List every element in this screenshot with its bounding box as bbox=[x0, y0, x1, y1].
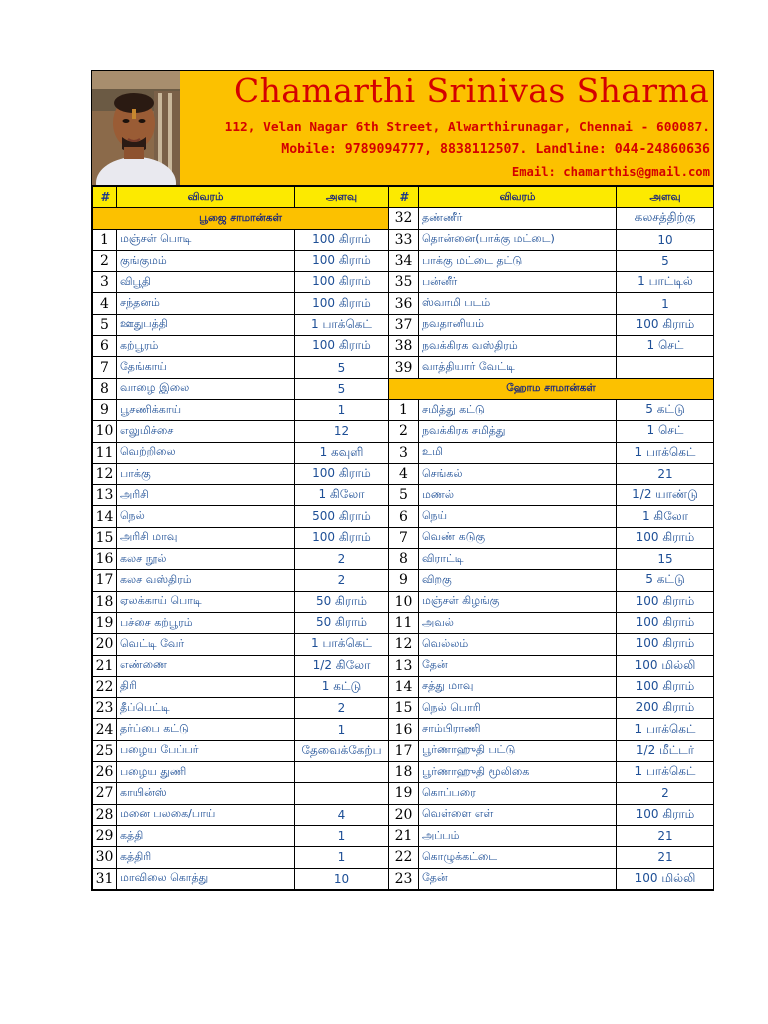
item-number: 22 bbox=[93, 676, 117, 697]
item-quantity: 5 bbox=[617, 250, 714, 271]
item-name: விறகு bbox=[419, 570, 617, 591]
item-quantity: 10 bbox=[295, 868, 389, 889]
item-quantity: 500 கிராம் bbox=[295, 506, 389, 527]
item-number: 27 bbox=[93, 783, 117, 804]
item-quantity: 1 கிலோ bbox=[295, 485, 389, 506]
item-number: 36 bbox=[389, 293, 419, 314]
item-quantity: 1 bbox=[295, 719, 389, 740]
item-quantity: 50 கிராம் bbox=[295, 612, 389, 633]
item-name: உமி bbox=[419, 442, 617, 463]
item-number: 6 bbox=[93, 336, 117, 357]
item-name: பூர்ணாஹுதி பட்டு bbox=[419, 740, 617, 761]
table-row bbox=[93, 847, 714, 868]
item-number: 18 bbox=[389, 762, 419, 783]
column-header-num: # bbox=[93, 187, 117, 208]
item-quantity: 15 bbox=[617, 549, 714, 570]
profile-photo bbox=[92, 71, 180, 185]
table-row bbox=[93, 229, 714, 250]
item-quantity: 100 கிராம் bbox=[295, 229, 389, 250]
item-number: 22 bbox=[389, 847, 419, 868]
item-quantity: 2 bbox=[295, 549, 389, 570]
table-row bbox=[93, 762, 714, 783]
item-number: 8 bbox=[389, 549, 419, 570]
item-name: மனை பலகை/பாய் bbox=[117, 804, 295, 825]
item-name: நவதானியம் bbox=[419, 314, 617, 335]
item-quantity: 1 bbox=[295, 825, 389, 846]
section-header-pooja: பூஜை சாமான்கள் bbox=[93, 208, 389, 229]
table-row bbox=[93, 378, 714, 399]
table-row bbox=[93, 719, 714, 740]
table-row bbox=[93, 527, 714, 548]
table-row bbox=[93, 421, 714, 442]
item-name: அப்பம் bbox=[419, 825, 617, 846]
item-quantity: 5 bbox=[295, 357, 389, 378]
item-number: 19 bbox=[93, 612, 117, 633]
item-number: 2 bbox=[93, 250, 117, 271]
item-name: பழைய துணி bbox=[117, 762, 295, 783]
item-number: 16 bbox=[93, 549, 117, 570]
table-row bbox=[93, 293, 714, 314]
item-name: சமித்து கட்டு bbox=[419, 399, 617, 420]
item-number: 11 bbox=[389, 612, 419, 633]
item-name: ஏலக்காய் பொடி bbox=[117, 591, 295, 612]
item-name: வெள்ளை எள் bbox=[419, 804, 617, 825]
item-name: தீப்பெட்டி bbox=[117, 698, 295, 719]
item-quantity: 5 bbox=[295, 378, 389, 399]
item-name: வெட்டி வேர் bbox=[117, 634, 295, 655]
item-number: 32 bbox=[389, 208, 419, 229]
item-number: 4 bbox=[93, 293, 117, 314]
table-row bbox=[93, 250, 714, 271]
table-row bbox=[93, 655, 714, 676]
item-quantity: 12 bbox=[295, 421, 389, 442]
item-number: 15 bbox=[389, 698, 419, 719]
table-row bbox=[93, 314, 714, 335]
item-number: 7 bbox=[93, 357, 117, 378]
item-quantity: 100 கிராம் bbox=[617, 676, 714, 697]
item-name: நெல் bbox=[117, 506, 295, 527]
item-number: 6 bbox=[389, 506, 419, 527]
item-quantity: 1 bbox=[295, 399, 389, 420]
item-number: 24 bbox=[93, 719, 117, 740]
item-quantity: 1 பாக்கெட் bbox=[617, 442, 714, 463]
item-name: தேங்காய் bbox=[117, 357, 295, 378]
item-quantity: 100 கிராம் bbox=[617, 634, 714, 655]
item-number: 14 bbox=[389, 676, 419, 697]
item-number: 23 bbox=[389, 868, 419, 889]
item-quantity: 1 கட்டு bbox=[295, 676, 389, 697]
item-name: சாம்பிராணி bbox=[419, 719, 617, 740]
item-name: திரி bbox=[117, 676, 295, 697]
item-name: கத்திரி bbox=[117, 847, 295, 868]
table-row bbox=[93, 698, 714, 719]
item-number: 5 bbox=[93, 314, 117, 335]
item-number: 18 bbox=[93, 591, 117, 612]
column-header-item: விவரம் bbox=[117, 187, 295, 208]
section-header-homa: ஹோம சாமான்கள் bbox=[389, 378, 714, 399]
item-quantity: 1/2 மீட்டர் bbox=[617, 740, 714, 761]
table-row bbox=[93, 485, 714, 506]
item-quantity bbox=[617, 357, 714, 378]
item-quantity: 2 bbox=[617, 783, 714, 804]
item-quantity: 100 மில்லி bbox=[617, 655, 714, 676]
table-row bbox=[93, 591, 714, 612]
item-quantity: 100 கிராம் bbox=[295, 272, 389, 293]
item-number: 30 bbox=[93, 847, 117, 868]
item-quantity: 100 கிராம் bbox=[295, 293, 389, 314]
column-header-row bbox=[93, 187, 714, 208]
item-number: 31 bbox=[93, 868, 117, 889]
item-quantity: 100 கிராம் bbox=[617, 612, 714, 633]
item-name: அரிசி bbox=[117, 485, 295, 506]
item-number: 20 bbox=[389, 804, 419, 825]
item-number: 35 bbox=[389, 272, 419, 293]
item-quantity: 1/2 கிலோ bbox=[295, 655, 389, 676]
item-quantity: 1 பாக்கெட் bbox=[295, 314, 389, 335]
item-name: நெல் பொரி bbox=[419, 698, 617, 719]
item-quantity: 1 பாட்டில் bbox=[617, 272, 714, 293]
item-quantity: 100 கிராம் bbox=[295, 527, 389, 548]
item-quantity: 4 bbox=[295, 804, 389, 825]
item-name: கொழுக்கட்டை bbox=[419, 847, 617, 868]
item-quantity: தேவைக்கேற்ப bbox=[295, 740, 389, 761]
item-name: அவல் bbox=[419, 612, 617, 633]
table-row bbox=[93, 740, 714, 761]
item-quantity: 2 bbox=[295, 698, 389, 719]
item-number: 10 bbox=[389, 591, 419, 612]
item-name: நவக்கிரக வஸ்திரம் bbox=[419, 336, 617, 357]
item-number: 28 bbox=[93, 804, 117, 825]
item-name: தேன் bbox=[419, 655, 617, 676]
item-name: பச்சை கற்பூரம் bbox=[117, 612, 295, 633]
item-quantity bbox=[295, 762, 389, 783]
item-quantity: 100 கிராம் bbox=[617, 804, 714, 825]
item-quantity: 100 கிராம் bbox=[617, 314, 714, 335]
table-row bbox=[93, 570, 714, 591]
table-row bbox=[93, 463, 714, 484]
item-name: சந்தனம் bbox=[117, 293, 295, 314]
item-quantity: 200 கிராம் bbox=[617, 698, 714, 719]
item-number: 8 bbox=[93, 378, 117, 399]
item-name: கொப்பரை bbox=[419, 783, 617, 804]
item-number: 15 bbox=[93, 527, 117, 548]
item-number: 29 bbox=[93, 825, 117, 846]
item-number: 17 bbox=[93, 570, 117, 591]
item-number: 12 bbox=[389, 634, 419, 655]
item-quantity: 100 கிராம் bbox=[295, 336, 389, 357]
item-number: 26 bbox=[93, 762, 117, 783]
table-row bbox=[93, 676, 714, 697]
item-number: 11 bbox=[93, 442, 117, 463]
item-quantity: 50 கிராம் bbox=[295, 591, 389, 612]
item-number: 12 bbox=[93, 463, 117, 484]
item-number: 14 bbox=[93, 506, 117, 527]
item-quantity: 21 bbox=[617, 463, 714, 484]
header-email[interactable]: Email: chamarthis@gmail.com bbox=[511, 165, 710, 179]
table-row bbox=[93, 804, 714, 825]
item-quantity bbox=[295, 783, 389, 804]
item-name: வெல்லம் bbox=[419, 634, 617, 655]
item-quantity: 21 bbox=[617, 825, 714, 846]
item-quantity: 1 bbox=[617, 293, 714, 314]
column-header-item: விவரம் bbox=[419, 187, 617, 208]
item-name: மஞ்சள் பொடி bbox=[117, 229, 295, 250]
table-row bbox=[93, 357, 714, 378]
header-phone: Mobile: 9789094777, 8838112507. Landline: 044-24860636 bbox=[281, 142, 710, 157]
item-quantity: 1 கவுளி bbox=[295, 442, 389, 463]
column-header-qty: அளவு bbox=[617, 187, 714, 208]
item-quantity: 100 கிராம் bbox=[617, 591, 714, 612]
item-quantity: 1 bbox=[295, 847, 389, 868]
item-name: பூசணிக்காய் bbox=[117, 399, 295, 420]
item-name: பாக்கு bbox=[117, 463, 295, 484]
item-name: காயின்ஸ் bbox=[117, 783, 295, 804]
item-name: ஸ்வாமி படம் bbox=[419, 293, 617, 314]
item-name: வெண் கடுகு bbox=[419, 527, 617, 548]
item-quantity: 100 மில்லி bbox=[617, 868, 714, 889]
item-name: கலச நூல் bbox=[117, 549, 295, 570]
item-quantity: 100 கிராம் bbox=[295, 250, 389, 271]
item-name: பாக்கு மட்டை தட்டு bbox=[419, 250, 617, 271]
item-number: 3 bbox=[93, 272, 117, 293]
item-number: 3 bbox=[389, 442, 419, 463]
item-quantity: 5 கட்டு bbox=[617, 399, 714, 420]
item-name: எலுமிச்சை bbox=[117, 421, 295, 442]
column-header-num: # bbox=[389, 187, 419, 208]
item-name: விபூதி bbox=[117, 272, 295, 293]
item-name: அரிசி மாவு bbox=[117, 527, 295, 548]
item-number: 16 bbox=[389, 719, 419, 740]
item-name: மாவிலை கொத்து bbox=[117, 868, 295, 889]
item-number: 39 bbox=[389, 357, 419, 378]
item-quantity: 100 கிராம் bbox=[295, 463, 389, 484]
table-row bbox=[93, 868, 714, 889]
table-row bbox=[93, 825, 714, 846]
item-name: வெற்றிலை bbox=[117, 442, 295, 463]
item-name: மஞ்சள் கிழங்கு bbox=[419, 591, 617, 612]
header-address: 112, Velan Nagar 6th Street, Alwarthirunagar, Chennai - 600087. bbox=[224, 120, 710, 135]
table-row bbox=[93, 634, 714, 655]
item-number: 1 bbox=[93, 229, 117, 250]
item-number: 7 bbox=[389, 527, 419, 548]
item-name: நெய் bbox=[419, 506, 617, 527]
item-name: தண்ணீர் bbox=[419, 208, 617, 229]
item-quantity: 100 கிராம் bbox=[617, 527, 714, 548]
table-row bbox=[93, 612, 714, 633]
table-row bbox=[93, 442, 714, 463]
item-number: 21 bbox=[93, 655, 117, 676]
table-row bbox=[93, 506, 714, 527]
item-name: வாழை இலை bbox=[117, 378, 295, 399]
item-number: 34 bbox=[389, 250, 419, 271]
header-name: Chamarthi Srinivas Sharma bbox=[234, 71, 710, 110]
column-header-qty: அளவு bbox=[295, 187, 389, 208]
item-name: பழைய பேப்பர் bbox=[117, 740, 295, 761]
item-name: தர்ப்பை கட்டு bbox=[117, 719, 295, 740]
item-quantity: கலசத்திற்கு bbox=[617, 208, 714, 229]
item-number: 13 bbox=[389, 655, 419, 676]
item-name: கற்பூரம் bbox=[117, 336, 295, 357]
item-name: எண்ணை bbox=[117, 655, 295, 676]
item-name: வாத்தியார் வேட்டி bbox=[419, 357, 617, 378]
item-name: மணல் bbox=[419, 485, 617, 506]
item-number: 17 bbox=[389, 740, 419, 761]
item-number: 23 bbox=[93, 698, 117, 719]
item-quantity: 1 செட் bbox=[617, 421, 714, 442]
item-number: 25 bbox=[93, 740, 117, 761]
item-name: ஊதுபத்தி bbox=[117, 314, 295, 335]
item-number: 10 bbox=[93, 421, 117, 442]
item-number: 33 bbox=[389, 229, 419, 250]
item-number: 38 bbox=[389, 336, 419, 357]
item-name: குங்குமம் bbox=[117, 250, 295, 271]
item-number: 19 bbox=[389, 783, 419, 804]
item-number: 20 bbox=[93, 634, 117, 655]
item-number: 21 bbox=[389, 825, 419, 846]
table-row bbox=[93, 783, 714, 804]
table-row bbox=[93, 549, 714, 570]
item-quantity: 1 பாக்கெட் bbox=[295, 634, 389, 655]
item-number: 2 bbox=[389, 421, 419, 442]
item-name: பன்னீர் bbox=[419, 272, 617, 293]
table-row bbox=[93, 208, 714, 229]
item-quantity: 1 செட் bbox=[617, 336, 714, 357]
item-quantity: 1 பாக்கெட் bbox=[617, 762, 714, 783]
item-quantity: 5 கட்டு bbox=[617, 570, 714, 591]
table-row bbox=[93, 399, 714, 420]
table-row bbox=[93, 272, 714, 293]
item-quantity: 1 கிலோ bbox=[617, 506, 714, 527]
item-number: 9 bbox=[93, 399, 117, 420]
item-quantity: 10 bbox=[617, 229, 714, 250]
item-name: செங்கல் bbox=[419, 463, 617, 484]
item-name: கலச வஸ்திரம் bbox=[117, 570, 295, 591]
item-quantity: 1/2 யாண்டு bbox=[617, 485, 714, 506]
item-quantity: 2 bbox=[295, 570, 389, 591]
item-name: பூர்ணாஹுதி மூலிகை bbox=[419, 762, 617, 783]
item-quantity: 21 bbox=[617, 847, 714, 868]
item-name: விராட்டி bbox=[419, 549, 617, 570]
price-list-sheet bbox=[91, 70, 714, 891]
header-banner bbox=[92, 71, 713, 186]
item-number: 1 bbox=[389, 399, 419, 420]
item-name: தேன் bbox=[419, 868, 617, 889]
item-quantity: 1 பாக்கெட் bbox=[617, 719, 714, 740]
item-number: 4 bbox=[389, 463, 419, 484]
item-number: 13 bbox=[93, 485, 117, 506]
items-table bbox=[92, 186, 714, 890]
item-name: நவக்கிரக சமித்து bbox=[419, 421, 617, 442]
item-name: தொன்னை(பாக்கு மட்டை) bbox=[419, 229, 617, 250]
item-number: 5 bbox=[389, 485, 419, 506]
table-row bbox=[93, 336, 714, 357]
item-number: 37 bbox=[389, 314, 419, 335]
item-number: 9 bbox=[389, 570, 419, 591]
item-name: கத்தி bbox=[117, 825, 295, 846]
item-name: சத்து மாவு bbox=[419, 676, 617, 697]
